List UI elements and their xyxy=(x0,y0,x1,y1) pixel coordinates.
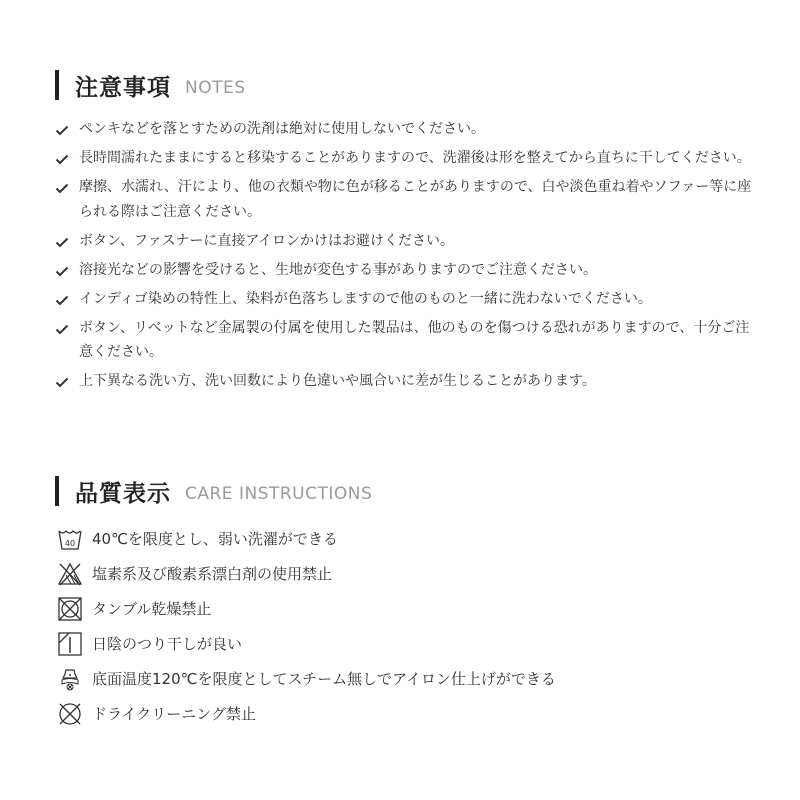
notes-list xyxy=(55,117,755,398)
note-item xyxy=(55,146,755,171)
note-item xyxy=(55,287,755,312)
note-item xyxy=(55,175,755,224)
wash-temperature-label: 40 xyxy=(64,538,76,548)
care-item xyxy=(57,661,757,696)
notes-section-header xyxy=(55,70,246,100)
care-item xyxy=(57,591,757,626)
note-text: 溶接光などの影響を受けると、生地が変色する事がありますのでご注意ください。 xyxy=(79,261,597,278)
wash-tub-40-icon xyxy=(57,526,83,552)
care-item xyxy=(57,556,757,591)
care-subtitle: CARE INSTRUCTIONS xyxy=(185,484,373,504)
checkmark-icon xyxy=(55,182,69,194)
no-dry-clean-icon xyxy=(57,701,83,727)
checkmark-icon xyxy=(55,294,69,306)
checkmark-icon xyxy=(55,323,69,335)
care-text: 40℃を限度とし、弱い洗濯ができる xyxy=(92,530,338,548)
note-text: インディゴ染めの特性上、染料が色落ちしますので他のものと一緒に洗わないでください。 xyxy=(79,290,652,307)
iron-with-cloth-icon xyxy=(57,666,83,692)
care-text: 塩素系及び酸素系漂白剤の使用禁止 xyxy=(92,565,333,583)
note-item xyxy=(55,316,755,365)
note-item xyxy=(55,229,755,254)
note-text: ボタン、ファスナーに直接アイロンかけはお避けください。 xyxy=(79,232,455,249)
checkmark-icon xyxy=(55,236,69,248)
care-item xyxy=(57,626,757,661)
no-tumble-dry-icon xyxy=(57,596,83,622)
care-item xyxy=(57,521,757,556)
note-item xyxy=(55,369,755,394)
care-text: ドライクリーニング禁止 xyxy=(92,705,256,723)
checkmark-icon xyxy=(55,153,69,165)
care-list xyxy=(57,521,757,731)
notes-subtitle: NOTES xyxy=(185,78,246,98)
care-text: タンブル乾燥禁止 xyxy=(92,600,212,618)
care-section-header xyxy=(55,476,372,506)
care-title: 品質表示 xyxy=(75,480,171,507)
note-text: 長時間濡れたままにすると移染することがありますので、洗濯後は形を整えてから直ちに干してください。 xyxy=(79,150,751,166)
no-bleach-icon xyxy=(57,561,83,587)
checkmark-icon xyxy=(55,265,69,277)
note-text: ボタン、リベットなど金属製の付属を使用した製品は、他のものを傷つける恐れがありますので、十分ご注意ください。 xyxy=(79,319,750,360)
shade-line-dry-icon xyxy=(57,631,83,657)
notes-title: 注意事項 xyxy=(75,74,171,101)
care-text: 日陰のつり干しが良い xyxy=(92,635,243,653)
heading-accent-bar xyxy=(55,476,59,506)
note-item xyxy=(55,117,755,142)
care-item xyxy=(57,696,757,731)
note-text: ペンキなどを落とすための洗剤は絶対に使用しないでください。 xyxy=(79,121,485,137)
care-text: 底面温度120℃を限度としてスチーム無しでアイロン仕上げができる xyxy=(92,670,556,688)
checkmark-icon xyxy=(55,376,69,388)
note-text: 上下異なる洗い方、洗い回数により色違いや風合いに差が生じることがあります。 xyxy=(79,373,596,389)
heading-accent-bar xyxy=(55,70,59,100)
checkmark-icon xyxy=(55,124,69,136)
note-text: 摩擦、水濡れ、汗により、他の衣類や物に色が移ることがありますので、白や淡色重ね着やソファー等に座られる際はご注意ください。 xyxy=(79,179,752,220)
note-item xyxy=(55,258,755,283)
